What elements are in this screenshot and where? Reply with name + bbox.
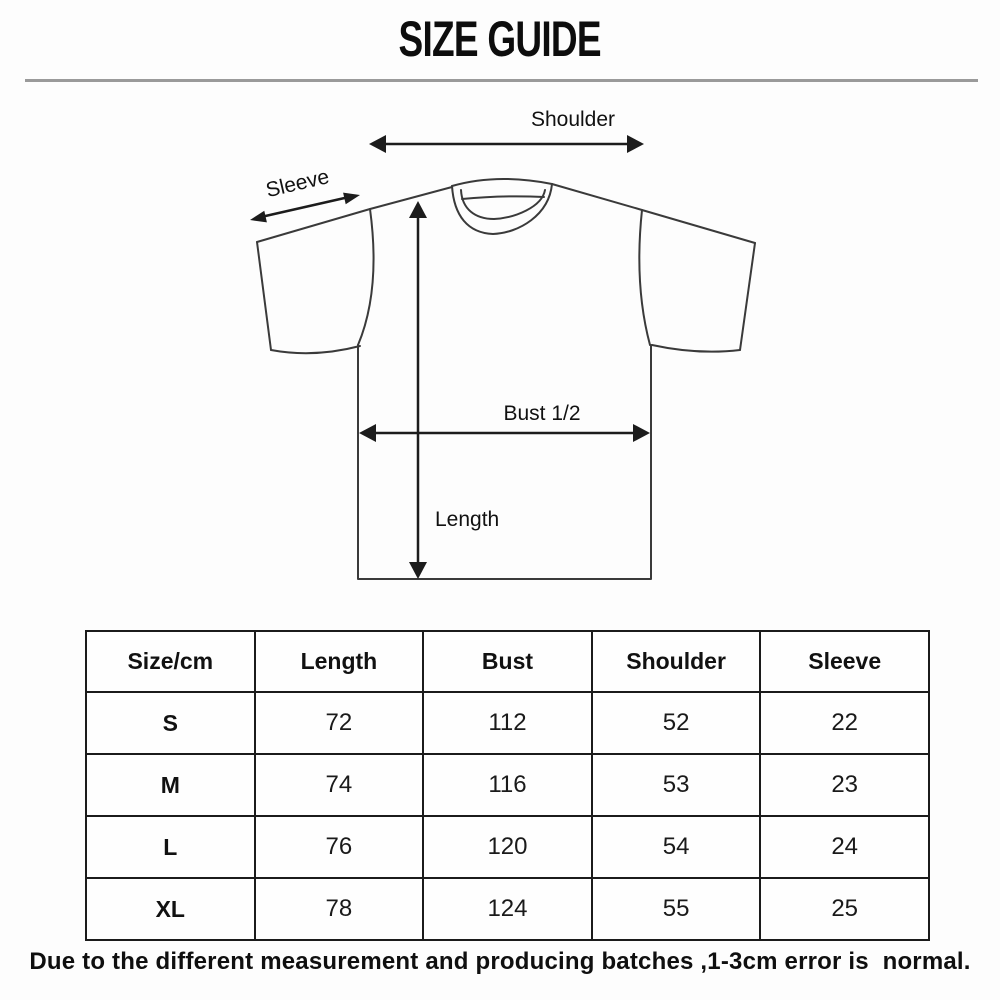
- cell-m-length: 74: [255, 754, 424, 816]
- header-bust: Bust: [423, 631, 592, 692]
- cell-size-s: S: [86, 692, 255, 754]
- cell-s-shoulder: 52: [592, 692, 761, 754]
- page-title-text: SIZE GUIDE: [398, 11, 602, 67]
- table-row-xl: [86, 878, 929, 940]
- cell-xl-length: 78: [255, 878, 424, 940]
- header-sleeve: Sleeve: [760, 631, 929, 692]
- tolerance-footnote: Due to the different measurement and producing batches ,1-3cm error is normal.: [29, 948, 971, 975]
- bust-label: Bust 1/2: [503, 402, 581, 425]
- tshirt-outline: [257, 179, 755, 579]
- cell-xl-bust: 124: [423, 878, 592, 940]
- left-armhole-seam: [358, 209, 374, 345]
- size-chart-table: [85, 630, 930, 941]
- header-length: Length: [255, 631, 424, 692]
- length-label: Length: [435, 508, 500, 531]
- header-size-cm: Size/cm: [86, 631, 255, 692]
- sleeve-label: Sleeve: [263, 165, 332, 203]
- cell-l-length: 76: [255, 816, 424, 878]
- cell-s-length: 72: [255, 692, 424, 754]
- table-row-s: [86, 692, 929, 754]
- cell-s-bust: 112: [423, 692, 592, 754]
- shoulder-arrow: [369, 135, 644, 153]
- cell-l-shoulder: 54: [592, 816, 761, 878]
- left-sleeve-hem: [271, 346, 360, 353]
- table-row-l: [86, 816, 929, 878]
- header-shoulder: Shoulder: [592, 631, 761, 692]
- right-sleeve-hem: [652, 345, 740, 352]
- collar-top-arc: [452, 179, 552, 186]
- cell-size-m: M: [86, 754, 255, 816]
- cell-s-sleeve: 22: [760, 692, 929, 754]
- collar-inner-rib: [461, 190, 545, 219]
- left-sleeve-outer-edge: [257, 242, 271, 350]
- cell-size-l: L: [86, 816, 255, 878]
- cell-size-xl: XL: [86, 878, 255, 940]
- collar-back-seam: [462, 196, 544, 199]
- cell-m-sleeve: 23: [760, 754, 929, 816]
- cell-xl-shoulder: 55: [592, 878, 761, 940]
- cell-m-shoulder: 53: [592, 754, 761, 816]
- sleeve-arrow: [250, 193, 360, 223]
- cell-xl-sleeve: 25: [760, 878, 929, 940]
- table-row-m: [86, 754, 929, 816]
- table-header-row: [86, 631, 929, 692]
- body-outline: [358, 345, 651, 579]
- cell-l-sleeve: 24: [760, 816, 929, 878]
- right-sleeve-outer-edge: [740, 243, 755, 350]
- length-arrow: [409, 201, 427, 579]
- right-shoulder-seam: [552, 184, 755, 243]
- bust-arrow: [359, 424, 650, 442]
- shoulder-label: Shoulder: [530, 108, 616, 131]
- right-armhole-seam: [639, 210, 650, 345]
- cell-l-bust: 120: [423, 816, 592, 878]
- cell-m-bust: 116: [423, 754, 592, 816]
- collar: [452, 179, 552, 234]
